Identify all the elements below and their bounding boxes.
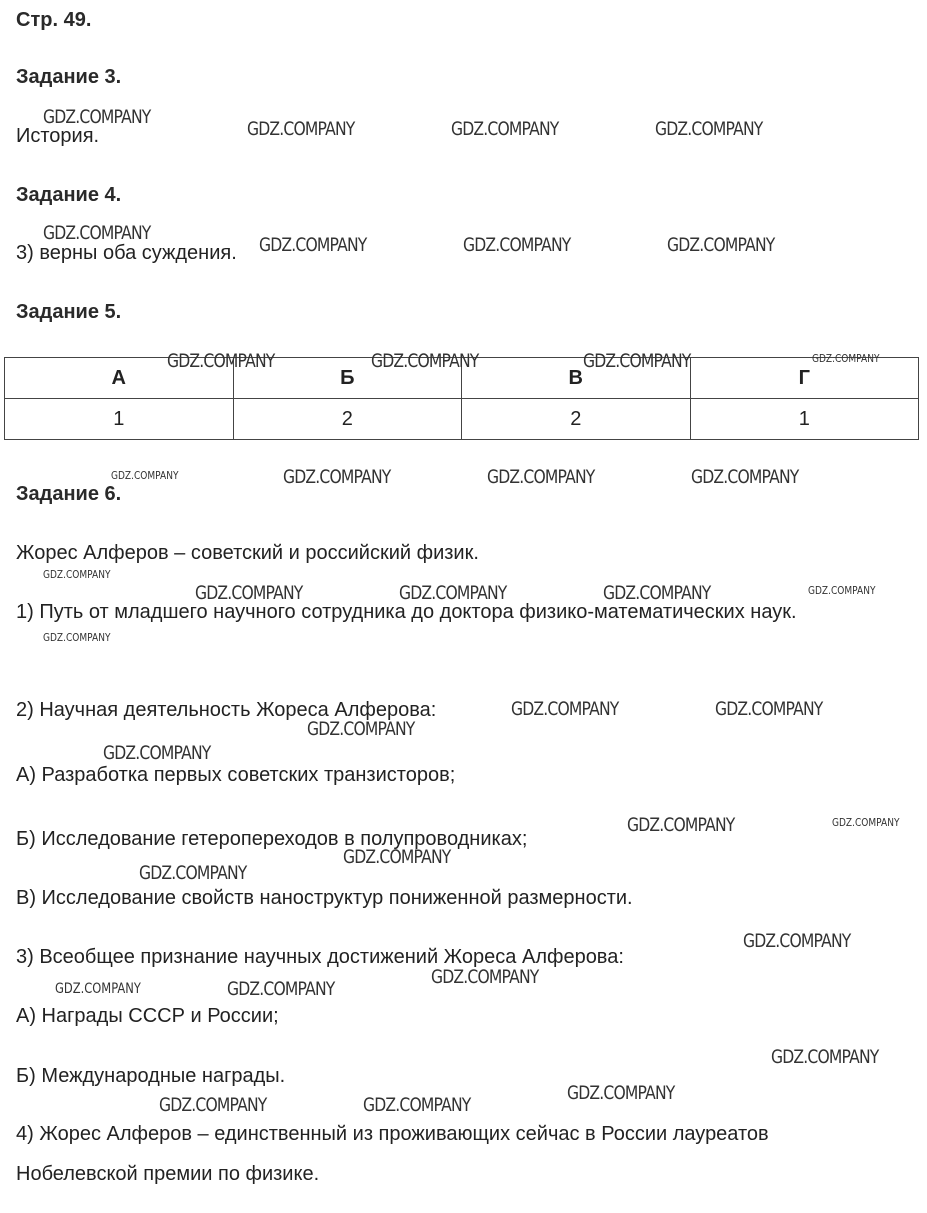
task-6-line: Б) Международные награды. — [16, 1065, 286, 1087]
watermark: GDZ.COMPANY — [771, 1046, 879, 1068]
watermark: GDZ.COMPANY — [431, 966, 539, 988]
table-cell: 2 — [233, 399, 462, 440]
table-cell: 1 — [5, 399, 234, 440]
watermark: GDZ.COMPANY — [247, 118, 355, 140]
watermark: GDZ.COMPANY — [139, 862, 247, 884]
watermark: GDZ.COMPANY — [743, 930, 851, 952]
watermark: GDZ.COMPANY — [159, 1094, 267, 1116]
task-6-line: В) Исследование свойств наноструктур пониженной размерности. — [16, 887, 633, 909]
watermark: GDZ.COMPANY — [307, 718, 415, 740]
table-header-cell: В — [462, 358, 691, 399]
watermark: GDZ.COMPANY — [195, 582, 303, 604]
task-6-line: А) Награды СССР и России; — [16, 1005, 279, 1027]
watermark: GDZ.COMPANY — [43, 106, 151, 128]
task-6-line: Б) Исследование гетеропереходов в полупроводниках; — [16, 828, 528, 850]
table-header-cell: Г — [690, 358, 919, 399]
watermark: GDZ.COMPANY — [463, 234, 571, 256]
watermark: GDZ.COMPANY — [655, 118, 763, 140]
watermark: GDZ.COMPANY — [715, 698, 823, 720]
watermark: GDZ.COMPANY — [487, 466, 595, 488]
watermark: GDZ.COMPANY — [399, 582, 507, 604]
task-6-title: Задание 6. — [16, 483, 122, 505]
watermark: GDZ.COMPANY — [259, 234, 367, 256]
task-6-line: 2) Научная деятельность Жореса Алферова: — [16, 699, 437, 721]
watermark: GDZ.COMPANY — [691, 466, 799, 488]
table-header-cell: Б — [233, 358, 462, 399]
table-header-cell: А — [5, 358, 234, 399]
watermark: GDZ.COMPANY — [363, 1094, 471, 1116]
task-6-line: Жорес Алферов – советский и российский физик. — [16, 542, 479, 564]
task-6-line: 4) Жорес Алферов – единственный из проживающих сейчас в России лауреатов Нобелевской премии по физике. — [16, 1123, 769, 1185]
watermark: GDZ.COMPANY — [627, 814, 735, 836]
watermark: GDZ.COMPANY — [451, 118, 559, 140]
watermark: GDZ.COMPANY — [371, 350, 479, 372]
watermark: GDZ.COMPANY — [667, 234, 775, 256]
watermark: GDZ.COMPANY — [43, 568, 111, 581]
table-cell: 1 — [690, 399, 919, 440]
watermark: GDZ.COMPANY — [167, 350, 275, 372]
watermark: GDZ.COMPANY — [227, 978, 335, 1000]
watermark: GDZ.COMPANY — [583, 350, 691, 372]
watermark: GDZ.COMPANY — [812, 352, 880, 365]
task-3-title: Задание 3. — [16, 66, 122, 88]
watermark: GDZ.COMPANY — [511, 698, 619, 720]
task-4-title: Задание 4. — [16, 184, 122, 206]
task-3-answer: История. — [16, 125, 100, 147]
watermark: GDZ.COMPANY — [567, 1082, 675, 1104]
watermark: GDZ.COMPANY — [832, 816, 900, 829]
watermark: GDZ.COMPANY — [603, 582, 711, 604]
watermark: GDZ.COMPANY — [55, 981, 141, 997]
watermark: GDZ.COMPANY — [43, 222, 151, 244]
task-6-line: 3) Всеобщее признание научных достижений Жореса Алферова: — [16, 946, 624, 968]
watermark: GDZ.COMPANY — [111, 469, 179, 482]
task-6-line: А) Разработка первых советских транзисторов; — [16, 764, 456, 786]
watermark: GDZ.COMPANY — [103, 742, 211, 764]
page-header: Стр. 49. — [16, 9, 92, 31]
watermark: GDZ.COMPANY — [808, 584, 876, 597]
table-cell: 2 — [462, 399, 691, 440]
watermark: GDZ.COMPANY — [343, 846, 451, 868]
watermark: GDZ.COMPANY — [283, 466, 391, 488]
task-4-answer: 3) верны оба суждения. — [16, 242, 237, 264]
task-6-line: 1) Путь от младшего научного сотрудника до доктора физико-математических наук. — [16, 601, 797, 623]
table-row — [5, 399, 919, 440]
task-5-title: Задание 5. — [16, 301, 122, 323]
watermark: GDZ.COMPANY — [43, 631, 111, 644]
